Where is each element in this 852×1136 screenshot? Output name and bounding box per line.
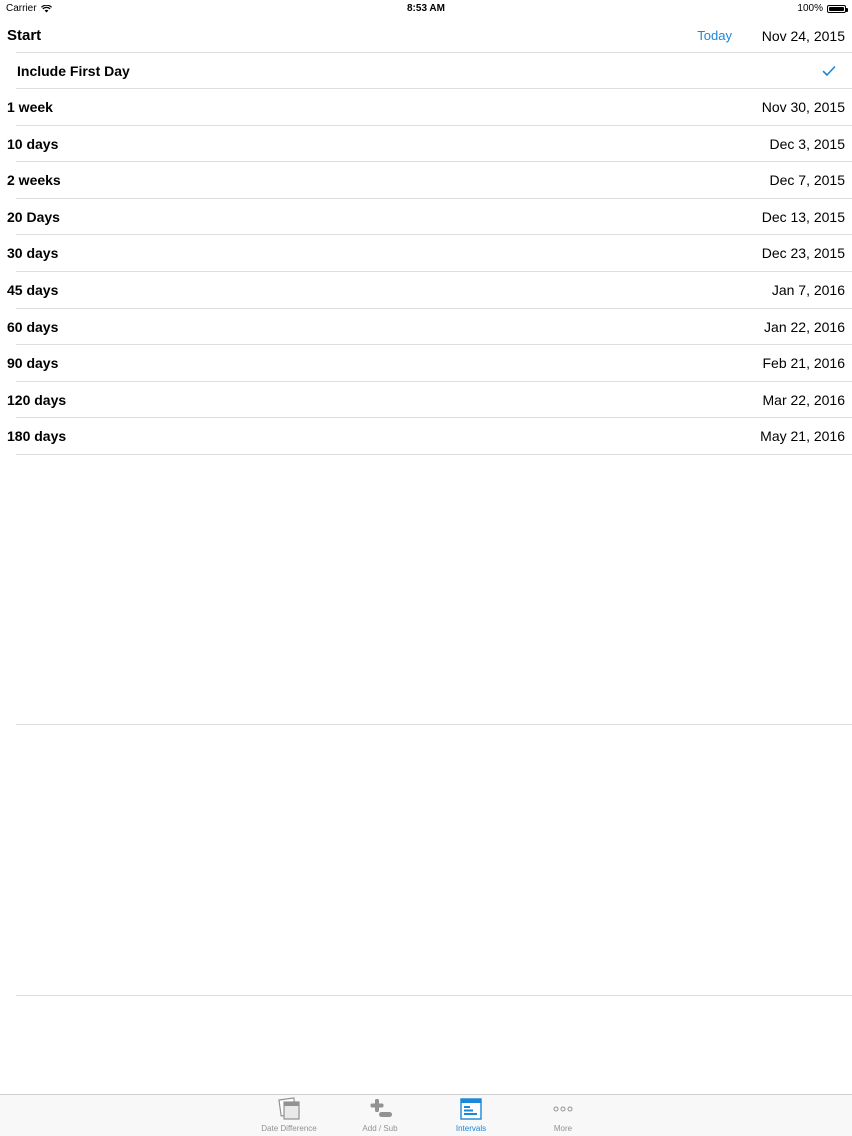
- battery-icon: [827, 5, 846, 13]
- interval-row[interactable]: [0, 126, 852, 163]
- tab-date-difference[interactable]: [254, 1097, 324, 1135]
- separator: [16, 454, 852, 455]
- interval-label: 90 days: [7, 355, 59, 372]
- carrier-label: Carrier: [6, 3, 37, 14]
- interval-date: Jan 22, 2016: [764, 318, 845, 335]
- tab-more[interactable]: [528, 1097, 598, 1135]
- interval-date: Nov 30, 2015: [761, 99, 845, 115]
- interval-list: [0, 89, 852, 455]
- tab-intervals[interactable]: [436, 1097, 506, 1135]
- interval-date: Dec 7, 2015: [769, 172, 845, 189]
- tab-label: Date Difference: [261, 1124, 317, 1133]
- interval-date: Dec 13, 2015: [761, 208, 845, 225]
- interval-label: 30 days: [7, 245, 59, 262]
- status-time: 8:53 AM: [407, 3, 445, 14]
- interval-row[interactable]: [0, 89, 852, 126]
- interval-label: 120 days: [7, 391, 67, 408]
- interval-label: 1 week: [7, 99, 53, 115]
- start-label: Start: [7, 27, 42, 44]
- interval-date: Jan 7, 2016: [771, 281, 845, 298]
- interval-date: Dec 23, 2015: [761, 245, 845, 262]
- plus-minus-icon: [367, 1097, 393, 1121]
- intervals-icon: [458, 1097, 484, 1121]
- tab-add-sub[interactable]: [345, 1097, 415, 1135]
- tab-label: More: [553, 1124, 573, 1133]
- start-row[interactable]: [0, 18, 852, 53]
- interval-row[interactable]: [0, 199, 852, 236]
- interval-date: May 21, 2016: [760, 428, 845, 445]
- more-dots-icon: [550, 1097, 576, 1121]
- interval-label: 20 Days: [7, 208, 60, 225]
- status-bar: [0, 0, 852, 18]
- interval-date: Dec 3, 2015: [769, 135, 845, 152]
- interval-label: 45 days: [7, 281, 59, 298]
- calendar-pages-icon: [276, 1097, 302, 1121]
- today-button[interactable]: Today: [697, 28, 732, 43]
- interval-label: 10 days: [7, 135, 59, 152]
- interval-row[interactable]: [0, 382, 852, 419]
- interval-label: 60 days: [7, 318, 59, 335]
- battery-percent: 100%: [797, 3, 823, 14]
- separator: [16, 995, 852, 996]
- start-date[interactable]: Nov 24, 2015: [761, 27, 845, 44]
- checkmark-icon: [822, 65, 836, 77]
- interval-label: 2 weeks: [7, 172, 61, 189]
- include-first-day-label: Include First Day: [17, 63, 130, 79]
- tab-label: Intervals: [455, 1124, 487, 1133]
- interval-row[interactable]: [0, 345, 852, 382]
- interval-row[interactable]: [0, 162, 852, 199]
- interval-row[interactable]: [0, 309, 852, 346]
- include-first-day-row[interactable]: [0, 53, 852, 89]
- interval-date: Mar 22, 2016: [762, 391, 845, 408]
- tab-bar: [0, 1094, 852, 1136]
- status-right: [797, 3, 846, 14]
- tab-label: Add / Sub: [362, 1124, 398, 1133]
- interval-date: Feb 21, 2016: [762, 355, 845, 372]
- interval-row[interactable]: [0, 235, 852, 272]
- interval-label: 180 days: [7, 428, 67, 445]
- interval-row[interactable]: [0, 272, 852, 309]
- interval-row[interactable]: [0, 418, 852, 455]
- separator: [16, 724, 852, 725]
